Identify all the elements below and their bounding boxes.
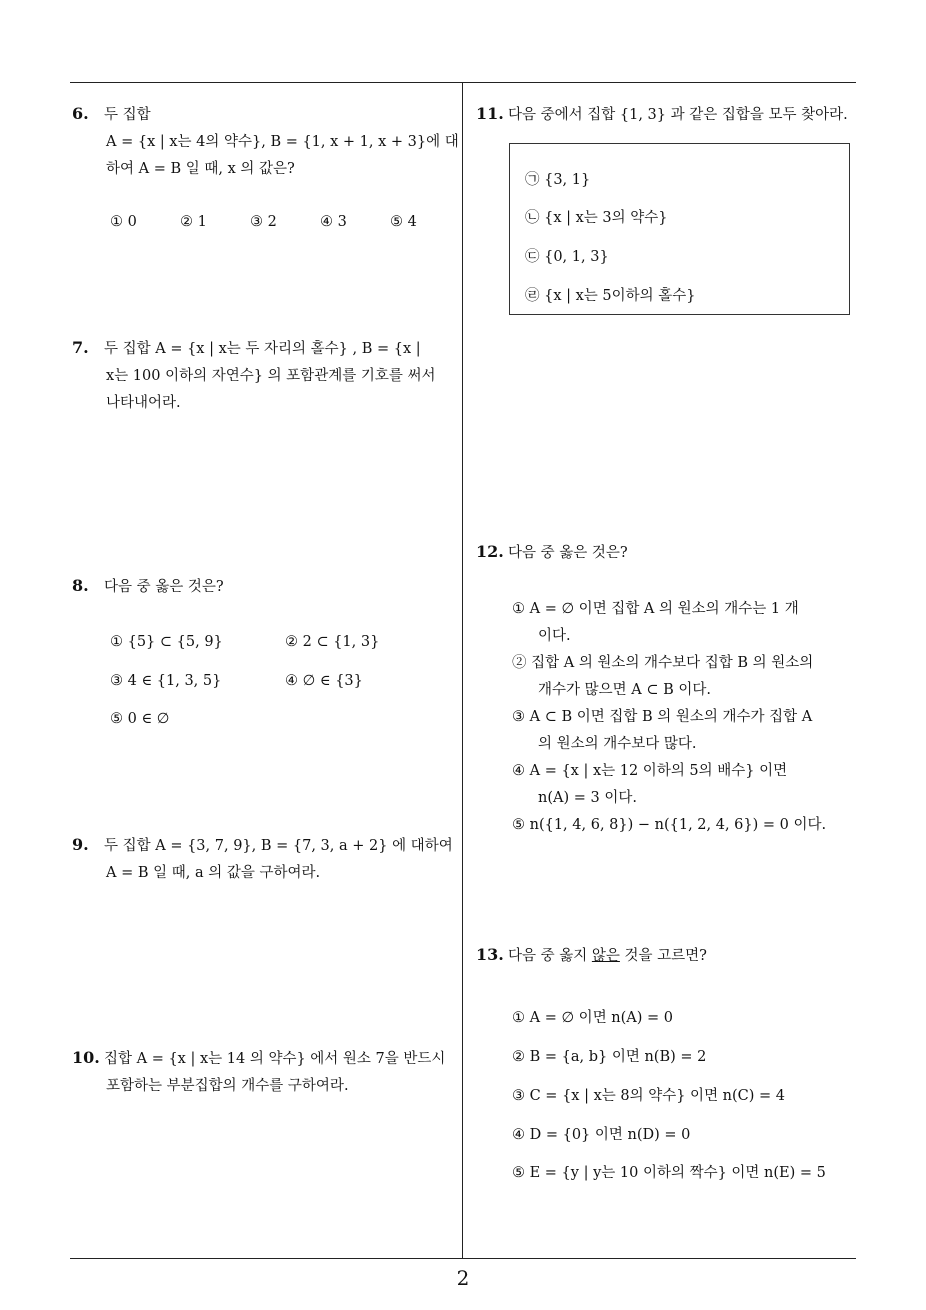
box-choice[interactable]: ㉡ {x | x는 3의 약수} <box>525 210 668 226</box>
question-11 <box>476 100 848 129</box>
answer-option[interactable]: ① {5} ⊂ {5, 9} <box>110 634 223 650</box>
answer-option[interactable]: ① A = ∅ 이면 집합 A 의 원소의 개수는 1 개 <box>512 601 799 617</box>
question-number: 12. <box>476 542 504 561</box>
answer-option[interactable]: ② 2 ⊂ {1, 3} <box>285 634 380 650</box>
answer-option[interactable]: ⑤ n({1, 4, 6, 8}) − n({1, 2, 4, 6}) = 0 이다. <box>512 817 827 833</box>
question-text: 것을 고르면? <box>619 948 707 964</box>
question-number: 6. <box>72 104 89 123</box>
question-text-line: 두 집합 <box>104 107 151 123</box>
question-text-line: 다음 중 옳은 것은? <box>508 545 628 561</box>
question-text-line: A = B 일 때, a 의 값을 구하여라. <box>106 865 321 881</box>
column-divider <box>462 83 463 1258</box>
answer-option[interactable]: ① 0 <box>110 214 137 230</box>
box-choice[interactable]: ㉢ {0, 1, 3} <box>525 249 609 265</box>
question-text-line: 나타내어라. <box>106 395 181 411</box>
answer-option-continuation: n(A) = 3 이다. <box>538 790 637 806</box>
answer-option[interactable]: ② 집합 A 의 원소의 개수보다 집합 B 의 원소의 <box>512 655 814 671</box>
answer-option[interactable]: ② B = {a, b} 이면 n(B) = 2 <box>512 1049 707 1065</box>
question-text-line: 하여 A = B 일 때, x 의 값은? <box>106 161 295 177</box>
answer-option[interactable]: ③ 4 ∈ {1, 3, 5} <box>110 673 222 689</box>
choices-box <box>509 143 850 315</box>
question-number: 13. <box>476 945 504 964</box>
question-number: 11. <box>476 104 504 123</box>
question-text-line: 다음 중 옳은 것은? <box>104 579 224 595</box>
question-text-line: 포함하는 부분집합의 개수를 구하여라. <box>106 1078 349 1094</box>
answer-option[interactable]: ⑤ 0 ∈ ∅ <box>110 711 170 727</box>
answer-option[interactable]: ④ D = {0} 이면 n(D) = 0 <box>512 1127 691 1143</box>
question-number: 7. <box>72 338 89 357</box>
answer-option-continuation: 이다. <box>538 628 571 644</box>
question-text-line: 다음 중에서 집합 {1, 3} 과 같은 집합을 모두 찾아라. <box>508 107 848 123</box>
question-text: 다음 중 옳지 <box>508 948 592 964</box>
question-10 <box>72 1044 445 1100</box>
question-text-line: x는 100 이하의 자연수} 의 포함관계를 기호를 써서 <box>106 368 436 384</box>
answer-option-continuation: 의 원소의 개수보다 많다. <box>538 736 697 752</box>
question-8 <box>72 572 224 601</box>
answer-option[interactable]: ④ A = {x | x는 12 이하의 5의 배수} 이면 <box>512 763 788 779</box>
question-12-options <box>512 596 826 839</box>
answer-option-continuation: 개수가 많으면 A ⊂ B 이다. <box>538 682 711 698</box>
page-number: 2 <box>456 1266 470 1290</box>
question-12 <box>476 538 628 567</box>
question-number: 9. <box>72 835 89 854</box>
question-text-line: 두 집합 A = {3, 7, 9}, B = {7, 3, a + 2} 에 대하여 <box>104 838 453 854</box>
question-13 <box>476 941 707 970</box>
answer-option[interactable]: ⑤ 4 <box>390 214 417 230</box>
answer-option[interactable]: ④ 3 <box>320 214 347 230</box>
bottom-rule <box>70 1258 856 1259</box>
answer-option[interactable]: ④ ∅ ∈ {3} <box>285 673 363 689</box>
question-number: 10. <box>72 1048 100 1067</box>
question-9 <box>72 831 453 887</box>
box-choice[interactable]: ㉠ {3, 1} <box>525 172 591 188</box>
box-choice[interactable]: ㉣ {x | x는 5이하의 홀수} <box>525 288 696 304</box>
answer-option[interactable]: ① A = ∅ 이면 n(A) = 0 <box>512 1010 674 1026</box>
question-6 <box>72 100 459 183</box>
question-text-line: 집합 A = {x | x는 14 의 약수} 에서 원소 7을 반드시 <box>104 1051 446 1067</box>
answer-option[interactable]: ② 1 <box>180 214 207 230</box>
question-number: 8. <box>72 576 89 595</box>
question-text-line: A = {x | x는 4의 약수}, B = {1, x + 1, x + 3}에 대 <box>106 134 459 150</box>
answer-option[interactable]: ⑤ E = {y | y는 10 이하의 짝수} 이면 n(E) = 5 <box>512 1165 826 1181</box>
answer-option[interactable]: ③ C = {x | x는 8의 약수} 이면 n(C) = 4 <box>512 1088 786 1104</box>
question-text-line: 두 집합 A = {x | x는 두 자리의 홀수} , B = {x | <box>104 341 421 357</box>
answer-option[interactable]: ③ 2 <box>250 214 277 230</box>
question-7 <box>72 334 435 417</box>
answer-option[interactable]: ③ A ⊂ B 이면 집합 B 의 원소의 개수가 집합 A <box>512 709 813 725</box>
underlined-word: 않은 <box>591 948 620 964</box>
top-rule <box>70 82 856 83</box>
